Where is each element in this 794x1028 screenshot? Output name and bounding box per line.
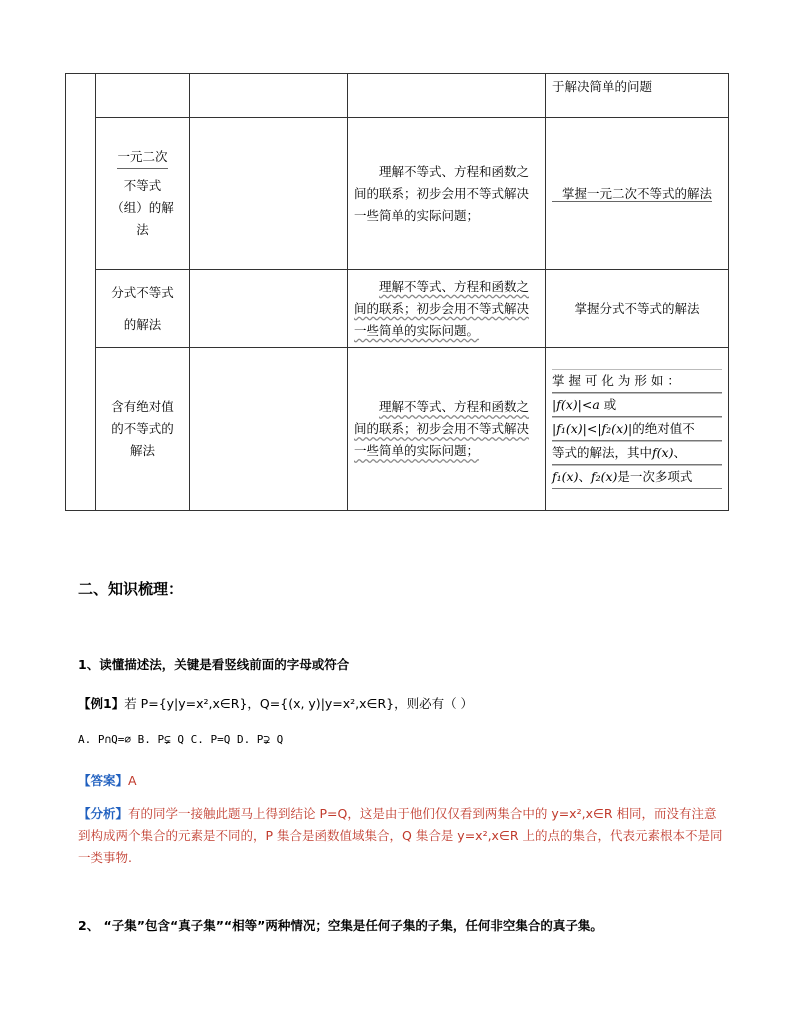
goal-text: 或: [603, 397, 617, 412]
topic-cell: [96, 74, 190, 118]
goal-cell: [546, 74, 729, 118]
goal-line: [552, 393, 722, 417]
topic-line: 分式不等式: [111, 284, 174, 300]
goal-cell: [546, 348, 729, 511]
answer-line: [78, 771, 137, 789]
f2x-formula: f₂(x): [590, 469, 618, 484]
separator: 、: [578, 469, 591, 484]
example-tag: 【例1】: [78, 696, 125, 711]
answer-value: A: [128, 773, 137, 788]
understand-text: 理解不等式、方程和函数之间的联系；初步会用不等式解决一些简单的实际问题；: [354, 163, 530, 223]
blank-cell: [190, 74, 348, 118]
goal-line: [552, 465, 722, 489]
fx-formula: f(x): [652, 445, 674, 460]
table-row: [66, 74, 729, 118]
point-2-heading: 2、 “子集”包含“真子集”“相等”两种情况；空集是任何子集的子集，任何非空集合的真子集。: [78, 918, 603, 933]
topic-cell: [96, 348, 190, 511]
understand-cell: [348, 74, 546, 118]
table-row: [66, 118, 729, 270]
goal-cell: [546, 118, 729, 270]
goal-text: 是一次多项式: [617, 469, 693, 484]
analysis-text: 有的同学一接触此题马上得到结论 P=Q，这是由于他们仅仅看到两集合中的 y=x²,x∈R 相同，而没有注意到构成两个集合的元素是不同的，P 集合是函数值域集合，Q 集合是 y=x²,x∈R 上的点的集合，代表元素根本不是同一类事物.: [78, 806, 723, 865]
answer-tag: 【答案】: [78, 773, 129, 788]
section-title: 二、知识梳理：: [78, 580, 184, 598]
topic-line: 解法: [129, 443, 155, 458]
answer-options: A. P∩Q=∅ B. P⊊ Q C. P=Q D. P⊋ Q: [78, 733, 284, 746]
goal-text: 的绝对值不: [632, 421, 695, 436]
goal-text: 于解决简单的问题: [552, 79, 653, 94]
topic-line: 的解法: [123, 316, 162, 332]
topic-line: 含有绝对值: [111, 399, 174, 414]
blank-cell: [190, 270, 348, 348]
example-text: 若 P={y|y=x²,x∈R}，Q={(x, y)|y=x²,x∈R}，则必有（ ）: [124, 696, 474, 711]
separator: 、: [673, 445, 686, 460]
topic-cell: [96, 270, 190, 348]
table-row: [66, 348, 729, 511]
analysis-tag: 【分析】: [78, 806, 129, 821]
point-1-heading: 1、读懂描述法，关键是看竖线前面的字母或符合: [78, 657, 350, 672]
analysis-paragraph: [78, 803, 728, 869]
understand-cell: [348, 118, 546, 270]
topic-cell: [96, 118, 190, 270]
understand-cell: [348, 348, 546, 511]
abs-compare-formula: |f₁(x)|<|f₂(x)|: [552, 421, 633, 436]
blank-cell: [190, 118, 348, 270]
goal-text: 等式的解法，其中: [552, 445, 653, 460]
merged-category-cell: [66, 74, 96, 511]
goal-line: [552, 441, 722, 465]
topic-line: （组）的解: [111, 200, 174, 215]
topic-line: 一元二次: [117, 146, 167, 169]
goal-line: [552, 417, 722, 441]
understand-cell: [348, 270, 546, 348]
understand-text: 理解不等式、方程和函数之间的联系；初步会用不等式解决一些简单的实际问题。: [354, 278, 530, 338]
goal-text: 掌握一元二次不等式的解法: [552, 186, 712, 202]
understand-text: 理解不等式、方程和函数之间的联系；初步会用不等式解决一些简单的实际问题；: [354, 399, 530, 458]
abs-inequality-formula: |f(x)|<a: [552, 397, 600, 412]
goal-line: 掌 握 可 化 为 形 如 ：: [552, 369, 722, 393]
goal-text: 掌握分式不等式的解法: [574, 300, 700, 316]
topic-line: 的不等式的: [111, 421, 174, 436]
example-1: [78, 694, 473, 712]
goal-cell: [546, 270, 729, 348]
table-row: [66, 270, 729, 348]
blank-cell: [190, 348, 348, 511]
syllabus-table: [65, 73, 729, 511]
f1x-formula: f₁(x): [552, 469, 579, 484]
topic-line: 不等式: [123, 178, 162, 193]
topic-line: 法: [136, 222, 149, 237]
